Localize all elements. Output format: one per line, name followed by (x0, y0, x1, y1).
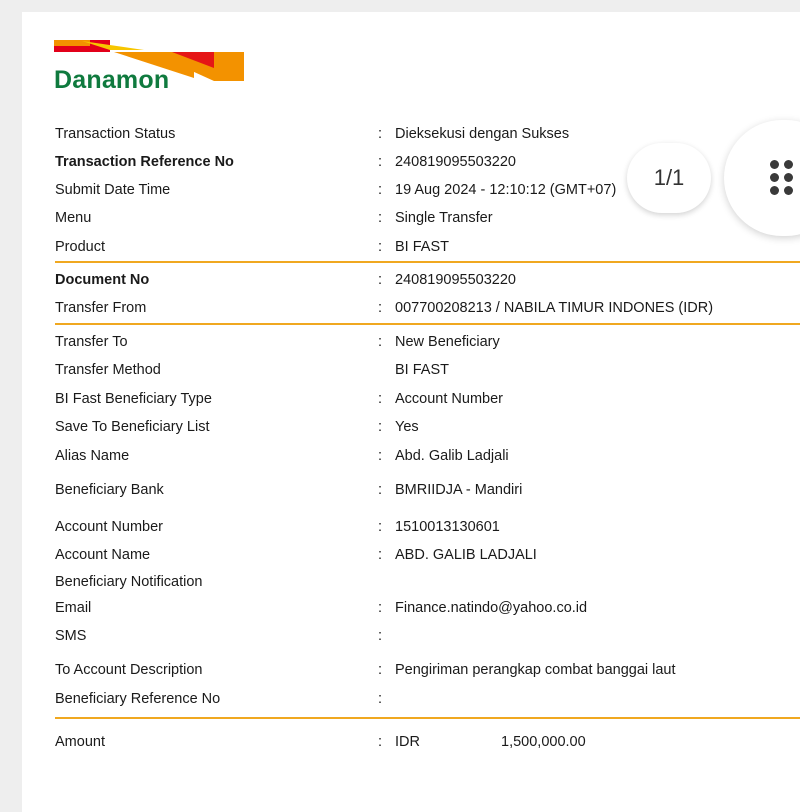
amount-row (55, 731, 800, 753)
document-row-colon: : (378, 272, 383, 288)
transfer-row-value: 1510013130601 (395, 519, 500, 535)
transfer-row-label: Email (55, 600, 92, 616)
danamon-logo (54, 38, 249, 102)
transfer-row-colon: : (378, 547, 383, 563)
transfer-row (55, 388, 800, 410)
header-row-value: 19 Aug 2024 - 12:10:12 (GMT+07) (395, 182, 617, 198)
amount-row-value: IDR (395, 734, 420, 750)
transfer-row-colon: : (378, 600, 383, 616)
transfer-row-label: Transfer To (55, 334, 128, 350)
header-row-value: 240819095503220 (395, 154, 516, 170)
amount-row-colon: : (378, 734, 383, 750)
transfer-row-label: Alias Name (55, 448, 130, 464)
section-divider (55, 323, 800, 325)
transfer-row-value: New Beneficiary (395, 334, 500, 350)
transfer-row-label: Transfer Method (55, 362, 161, 378)
header-row-label: Submit Date Time (55, 182, 171, 198)
transfer-row-label: Account Name (55, 547, 151, 563)
transfer-row (55, 331, 800, 353)
transfer-row-colon: : (378, 482, 383, 498)
amount-value: 1,500,000.00 (501, 734, 586, 750)
header-row (55, 236, 800, 258)
transfer-row-colon: : (378, 662, 383, 678)
transfer-row-value: BI FAST (395, 362, 449, 378)
header-row-label: Menu (55, 210, 92, 226)
header-row-colon: : (378, 210, 383, 226)
transfer-row-colon: : (378, 419, 383, 435)
transfer-row-label: Beneficiary Notification (55, 574, 203, 590)
header-row-colon: : (378, 126, 383, 142)
header-row-colon: : (378, 239, 383, 255)
header-row-label: Transaction Status (55, 126, 176, 142)
document-row (55, 269, 800, 291)
transfer-row-label: Account Number (55, 519, 163, 535)
danamon-logo-text: Danamon (54, 66, 170, 94)
transfer-row-value: Finance.natindo@yahoo.co.id (395, 600, 588, 616)
transfer-row-label: BI Fast Beneficiary Type (55, 391, 212, 407)
transfer-row-value: BMRIIDJA - Mandiri (395, 482, 523, 498)
amount-row-label: Amount (55, 734, 105, 750)
transfer-row-value: Pengiriman perangkap combat banggai laut (395, 662, 676, 678)
transfer-row-colon: : (378, 691, 383, 707)
receipt-page (22, 12, 800, 812)
transfer-row (55, 688, 800, 710)
header-row-colon: : (378, 154, 383, 170)
transfer-row-value: Abd. Galib Ladjali (395, 448, 509, 464)
header-row (55, 123, 800, 145)
transfer-row-value: Account Number (395, 391, 503, 407)
header-row-value: BI FAST (395, 239, 449, 255)
transfer-row-label: SMS (55, 628, 87, 644)
page-indicator[interactable]: 1/1 (627, 143, 711, 213)
transfer-row (55, 544, 800, 566)
transfer-row-colon: : (378, 334, 383, 350)
transfer-row (55, 597, 800, 619)
document-row-value: 240819095503220 (395, 272, 516, 288)
transfer-row-colon: : (378, 448, 383, 464)
transfer-row-value: Yes (395, 419, 419, 435)
transfer-row-label: Save To Beneficiary List (55, 419, 210, 435)
document-row-value: 007700208213 / NABILA TIMUR INDONES (IDR) (395, 300, 714, 316)
header-row-label: Transaction Reference No (55, 154, 234, 170)
transfer-row-colon: : (378, 519, 383, 535)
section-divider (55, 717, 800, 719)
section-divider (55, 261, 800, 263)
header-row-label: Product (55, 239, 105, 255)
transfer-row-label: Beneficiary Bank (55, 482, 164, 498)
document-row (55, 297, 800, 319)
header-row-value: Dieksekusi dengan Sukses (395, 126, 570, 142)
transfer-row (55, 625, 800, 647)
transfer-row-label: To Account Description (55, 662, 203, 678)
transfer-row (55, 516, 800, 538)
document-row-label: Transfer From (55, 300, 147, 316)
transfer-row (55, 659, 800, 681)
document-row-label: Document No (55, 272, 150, 288)
transfer-row-value: ABD. GALIB LADJALI (395, 547, 537, 563)
document-row-colon: : (378, 300, 383, 316)
transfer-row-colon: : (378, 391, 383, 407)
header-row-colon: : (378, 182, 383, 198)
transfer-row (55, 571, 800, 593)
transfer-row (55, 445, 800, 467)
transfer-row-label: Beneficiary Reference No (55, 691, 221, 707)
transfer-row-colon: : (378, 628, 383, 644)
transfer-row (55, 416, 800, 438)
grid-dots-icon (770, 160, 800, 196)
transfer-row (55, 479, 800, 501)
header-row-value: Single Transfer (395, 210, 493, 226)
transfer-row (55, 359, 800, 381)
